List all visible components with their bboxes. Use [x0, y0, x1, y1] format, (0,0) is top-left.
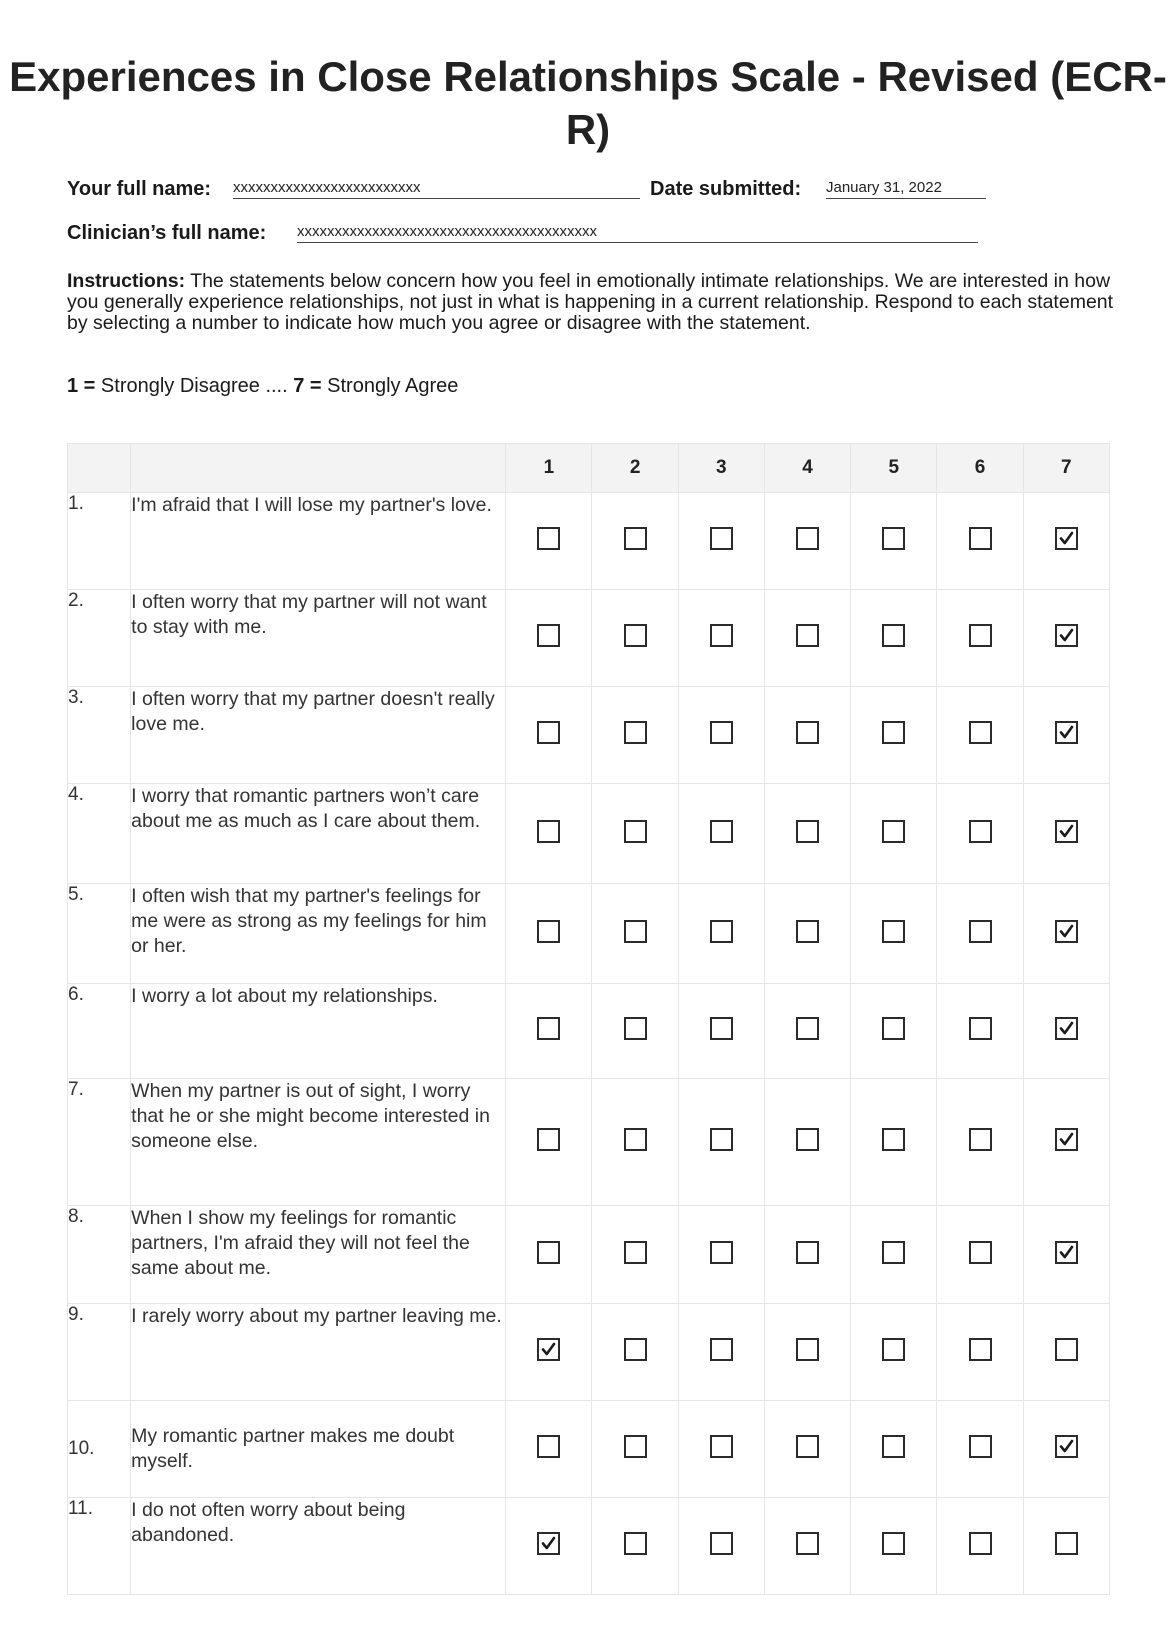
- rating-checkbox-5[interactable]: [882, 1338, 905, 1361]
- item-statement: When my partner is out of sight, I worry that he or she might become interested in someone else.: [131, 1079, 506, 1206]
- item-number: 3.: [68, 687, 131, 784]
- clinician-field[interactable]: xxxxxxxxxxxxxxxxxxxxxxxxxxxxxxxxxxxxxxxx: [297, 223, 978, 243]
- option-cell: [937, 1304, 1023, 1401]
- rating-checkbox-2[interactable]: [624, 721, 647, 744]
- option-cell: [1023, 884, 1109, 984]
- option-cell: [678, 687, 764, 784]
- item-number: 2.: [68, 590, 131, 687]
- option-cell: [851, 884, 937, 984]
- option-cell: [851, 687, 937, 784]
- option-cell: [1023, 784, 1109, 884]
- option-cell: [678, 493, 764, 590]
- option-cell: [937, 590, 1023, 687]
- rating-checkbox-4[interactable]: [796, 721, 819, 744]
- rating-checkbox-2[interactable]: [624, 1338, 647, 1361]
- table-header-row: [68, 444, 1110, 493]
- option-cell: [678, 884, 764, 984]
- rating-checkbox-2[interactable]: [624, 1435, 647, 1458]
- instructions-label: Instructions:: [67, 270, 186, 292]
- option-cell: [1023, 590, 1109, 687]
- table-row: [68, 590, 1110, 687]
- rating-checkbox-6[interactable]: [969, 1241, 992, 1264]
- form-title: Experiences in Close Relationships Scale - Revised (ECR-R): [9, 53, 1167, 153]
- option-cell: [764, 493, 850, 590]
- option-cell: [592, 1401, 678, 1498]
- column-header: 2: [592, 444, 678, 493]
- rating-checkbox-5[interactable]: [882, 1532, 905, 1555]
- option-cell: [851, 1206, 937, 1304]
- scale-legend: [67, 375, 458, 398]
- rating-checkbox-1[interactable]: [537, 1017, 560, 1040]
- rating-checkbox-2[interactable]: [624, 1241, 647, 1264]
- rating-checkbox-1[interactable]: [537, 624, 560, 647]
- rating-checkbox-4[interactable]: [796, 1532, 819, 1555]
- option-cell: [937, 687, 1023, 784]
- option-cell: [764, 1206, 850, 1304]
- ecr-items-table: [67, 443, 1110, 1595]
- scale-high-key: 7 =: [293, 375, 322, 397]
- rating-checkbox-5[interactable]: [882, 624, 905, 647]
- option-cell: [506, 1206, 592, 1304]
- checkmark-icon: [540, 1535, 557, 1552]
- rating-checkbox-7[interactable]: [1055, 1128, 1078, 1151]
- column-header: 6: [937, 444, 1023, 493]
- rating-checkbox-7[interactable]: [1055, 1532, 1078, 1555]
- option-cell: [506, 1079, 592, 1206]
- option-cell: [506, 1304, 592, 1401]
- rating-checkbox-6[interactable]: [969, 1532, 992, 1555]
- rating-checkbox-4[interactable]: [796, 1435, 819, 1458]
- rating-checkbox-6[interactable]: [969, 1338, 992, 1361]
- option-cell: [592, 784, 678, 884]
- rating-checkbox-7[interactable]: [1055, 624, 1078, 647]
- rating-checkbox-7[interactable]: [1055, 920, 1078, 943]
- option-cell: [764, 984, 850, 1079]
- table-row: [68, 1206, 1110, 1304]
- table-row: [68, 784, 1110, 884]
- rating-checkbox-2[interactable]: [624, 1532, 647, 1555]
- option-cell: [678, 1206, 764, 1304]
- option-cell: [1023, 1206, 1109, 1304]
- rating-checkbox-6[interactable]: [969, 721, 992, 744]
- option-cell: [1023, 1304, 1109, 1401]
- instructions: [67, 271, 1117, 334]
- rating-checkbox-2[interactable]: [624, 624, 647, 647]
- rating-checkbox-7[interactable]: [1055, 820, 1078, 843]
- option-cell: [592, 1079, 678, 1206]
- item-statement: I often wish that my partner's feelings for me were as strong as my feelings for him or her.: [131, 884, 506, 984]
- option-cell: [851, 493, 937, 590]
- option-cell: [592, 493, 678, 590]
- item-statement: I often worry that my partner doesn't really love me.: [131, 687, 506, 784]
- checkmark-icon: [1058, 1438, 1075, 1455]
- rating-checkbox-2[interactable]: [624, 1017, 647, 1040]
- option-cell: [506, 590, 592, 687]
- item-statement: I worry a lot about my relationships.: [131, 984, 506, 1079]
- option-cell: [764, 1079, 850, 1206]
- option-cell: [506, 884, 592, 984]
- rating-checkbox-5[interactable]: [882, 1128, 905, 1151]
- option-cell: [506, 984, 592, 1079]
- option-cell: [678, 984, 764, 1079]
- option-cell: [678, 1079, 764, 1206]
- item-statement: I'm afraid that I will lose my partner's love.: [131, 493, 506, 590]
- rating-checkbox-6[interactable]: [969, 1128, 992, 1151]
- option-cell: [592, 1206, 678, 1304]
- item-number: 4.: [68, 784, 131, 884]
- rating-checkbox-5[interactable]: [882, 1017, 905, 1040]
- option-cell: [1023, 984, 1109, 1079]
- item-number: 1.: [68, 493, 131, 590]
- date-field[interactable]: January 31, 2022: [826, 179, 986, 199]
- scale-low-text: Strongly Disagree ....: [100, 375, 288, 397]
- rating-checkbox-6[interactable]: [969, 920, 992, 943]
- column-header: 4: [764, 444, 850, 493]
- table-row: [68, 1079, 1110, 1206]
- option-cell: [592, 590, 678, 687]
- table-row: [68, 687, 1110, 784]
- checkmark-icon: [1058, 1244, 1075, 1261]
- option-cell: [937, 1206, 1023, 1304]
- option-cell: [764, 1401, 850, 1498]
- column-header: 5: [851, 444, 937, 493]
- option-cell: [937, 884, 1023, 984]
- column-header: 7: [1023, 444, 1109, 493]
- option-cell: [937, 784, 1023, 884]
- rating-checkbox-2[interactable]: [624, 527, 647, 550]
- rating-checkbox-3[interactable]: [710, 1532, 733, 1555]
- item-statement: I worry that romantic partners won’t care about me as much as I care about them.: [131, 784, 506, 884]
- rating-checkbox-7[interactable]: [1055, 721, 1078, 744]
- item-number: 11.: [68, 1498, 131, 1595]
- checkmark-icon: [540, 1341, 557, 1358]
- option-cell: [506, 1498, 592, 1595]
- rating-checkbox-3[interactable]: [710, 820, 733, 843]
- rating-checkbox-5[interactable]: [882, 527, 905, 550]
- option-cell: [506, 493, 592, 590]
- name-field[interactable]: xxxxxxxxxxxxxxxxxxxxxxxxx: [233, 179, 640, 199]
- table-row: [68, 884, 1110, 984]
- rating-checkbox-5[interactable]: [882, 1435, 905, 1458]
- rating-checkbox-7[interactable]: [1055, 1241, 1078, 1264]
- item-number: 7.: [68, 1079, 131, 1206]
- option-cell: [678, 784, 764, 884]
- rating-checkbox-2[interactable]: [624, 1128, 647, 1151]
- option-cell: [851, 984, 937, 1079]
- item-number: 5.: [68, 884, 131, 984]
- rating-checkbox-7[interactable]: [1055, 527, 1078, 550]
- option-cell: [937, 1401, 1023, 1498]
- checkmark-icon: [1058, 1020, 1075, 1037]
- header-statement: [131, 444, 506, 493]
- rating-checkbox-3[interactable]: [710, 1017, 733, 1040]
- option-cell: [851, 1401, 937, 1498]
- option-cell: [851, 784, 937, 884]
- option-cell: [764, 687, 850, 784]
- option-cell: [937, 984, 1023, 1079]
- option-cell: [1023, 687, 1109, 784]
- rating-checkbox-1[interactable]: [537, 1532, 560, 1555]
- option-cell: [1023, 493, 1109, 590]
- table-row: [68, 1304, 1110, 1401]
- option-cell: [937, 493, 1023, 590]
- instructions-text: The statements below concern how you feel in emotionally intimate relationships. We are interested in how you generally experience relationships, not just in what is happening in a current relationship. Respond to each statement by selecting a number to indicate how much you agree or disagree with the statement.: [67, 270, 1114, 334]
- rating-checkbox-6[interactable]: [969, 624, 992, 647]
- item-statement: I do not often worry about being abandoned.: [131, 1498, 506, 1595]
- rating-checkbox-2[interactable]: [624, 920, 647, 943]
- rating-checkbox-3[interactable]: [710, 1435, 733, 1458]
- item-statement: I often worry that my partner will not want to stay with me.: [131, 590, 506, 687]
- option-cell: [851, 1079, 937, 1206]
- checkmark-icon: [1058, 530, 1075, 547]
- rating-checkbox-2[interactable]: [624, 820, 647, 843]
- option-cell: [678, 1401, 764, 1498]
- option-cell: [678, 590, 764, 687]
- rating-checkbox-6[interactable]: [969, 1017, 992, 1040]
- checkmark-icon: [1058, 627, 1075, 644]
- option-cell: [764, 784, 850, 884]
- rating-checkbox-4[interactable]: [796, 1338, 819, 1361]
- rating-checkbox-1[interactable]: [537, 920, 560, 943]
- option-cell: [851, 590, 937, 687]
- option-cell: [937, 1498, 1023, 1595]
- item-statement: I rarely worry about my partner leaving me.: [131, 1304, 506, 1401]
- option-cell: [764, 884, 850, 984]
- option-cell: [592, 687, 678, 784]
- rating-checkbox-7[interactable]: [1055, 1017, 1078, 1040]
- table-row: [68, 493, 1110, 590]
- rating-checkbox-3[interactable]: [710, 527, 733, 550]
- rating-checkbox-6[interactable]: [969, 1435, 992, 1458]
- rating-checkbox-1[interactable]: [537, 721, 560, 744]
- column-header: 3: [678, 444, 764, 493]
- option-cell: [592, 1498, 678, 1595]
- rating-checkbox-3[interactable]: [710, 1241, 733, 1264]
- checkmark-icon: [1058, 1131, 1075, 1148]
- option-cell: [1023, 1401, 1109, 1498]
- option-cell: [764, 590, 850, 687]
- rating-checkbox-4[interactable]: [796, 527, 819, 550]
- rating-checkbox-7[interactable]: [1055, 1338, 1078, 1361]
- rating-checkbox-5[interactable]: [882, 920, 905, 943]
- clinician-field-label: Clinician’s full name:: [67, 222, 267, 244]
- option-cell: [592, 884, 678, 984]
- option-cell: [678, 1304, 764, 1401]
- rating-checkbox-4[interactable]: [796, 1017, 819, 1040]
- checkmark-icon: [1058, 823, 1075, 840]
- rating-checkbox-5[interactable]: [882, 1241, 905, 1264]
- rating-checkbox-3[interactable]: [710, 1338, 733, 1361]
- option-cell: [851, 1498, 937, 1595]
- option-cell: [764, 1498, 850, 1595]
- rating-checkbox-3[interactable]: [710, 920, 733, 943]
- rating-checkbox-1[interactable]: [537, 1128, 560, 1151]
- scale-high-text: Strongly Agree: [327, 375, 459, 397]
- rating-checkbox-3[interactable]: [710, 1128, 733, 1151]
- option-cell: [937, 1079, 1023, 1206]
- scale-low-key: 1 =: [67, 375, 96, 397]
- rating-checkbox-4[interactable]: [796, 1241, 819, 1264]
- checkmark-icon: [1058, 724, 1075, 741]
- option-cell: [1023, 1079, 1109, 1206]
- rating-checkbox-4[interactable]: [796, 624, 819, 647]
- rating-checkbox-4[interactable]: [796, 920, 819, 943]
- rating-checkbox-1[interactable]: [537, 1435, 560, 1458]
- rating-checkbox-1[interactable]: [537, 820, 560, 843]
- option-cell: [506, 687, 592, 784]
- rating-checkbox-6[interactable]: [969, 820, 992, 843]
- option-cell: [678, 1498, 764, 1595]
- item-statement: My romantic partner makes me doubt myself.: [131, 1401, 506, 1498]
- item-number: 9.: [68, 1304, 131, 1401]
- item-number: 6.: [68, 984, 131, 1079]
- option-cell: [764, 1304, 850, 1401]
- rating-checkbox-4[interactable]: [796, 820, 819, 843]
- rating-checkbox-1[interactable]: [537, 1241, 560, 1264]
- item-statement: When I show my feelings for romantic partners, I'm afraid they will not feel the same about me.: [131, 1206, 506, 1304]
- table-row: [68, 1498, 1110, 1595]
- option-cell: [851, 1304, 937, 1401]
- item-number: 10.: [68, 1401, 131, 1498]
- option-cell: [592, 984, 678, 1079]
- date-field-label: Date submitted:: [650, 178, 802, 200]
- item-number: 8.: [68, 1206, 131, 1304]
- column-header: 1: [506, 444, 592, 493]
- table-row: [68, 1401, 1110, 1498]
- rating-checkbox-6[interactable]: [969, 527, 992, 550]
- rating-checkbox-1[interactable]: [537, 1338, 560, 1361]
- rating-checkbox-4[interactable]: [796, 1128, 819, 1151]
- checkmark-icon: [1058, 923, 1075, 940]
- option-cell: [506, 784, 592, 884]
- name-field-label: Your full name:: [67, 178, 212, 200]
- rating-checkbox-1[interactable]: [537, 527, 560, 550]
- table-row: [68, 984, 1110, 1079]
- rating-checkbox-7[interactable]: [1055, 1435, 1078, 1458]
- option-cell: [1023, 1498, 1109, 1595]
- rating-checkbox-3[interactable]: [710, 721, 733, 744]
- rating-checkbox-5[interactable]: [882, 721, 905, 744]
- option-cell: [506, 1401, 592, 1498]
- option-cell: [592, 1304, 678, 1401]
- header-number: [68, 444, 131, 493]
- rating-checkbox-5[interactable]: [882, 820, 905, 843]
- rating-checkbox-3[interactable]: [710, 624, 733, 647]
